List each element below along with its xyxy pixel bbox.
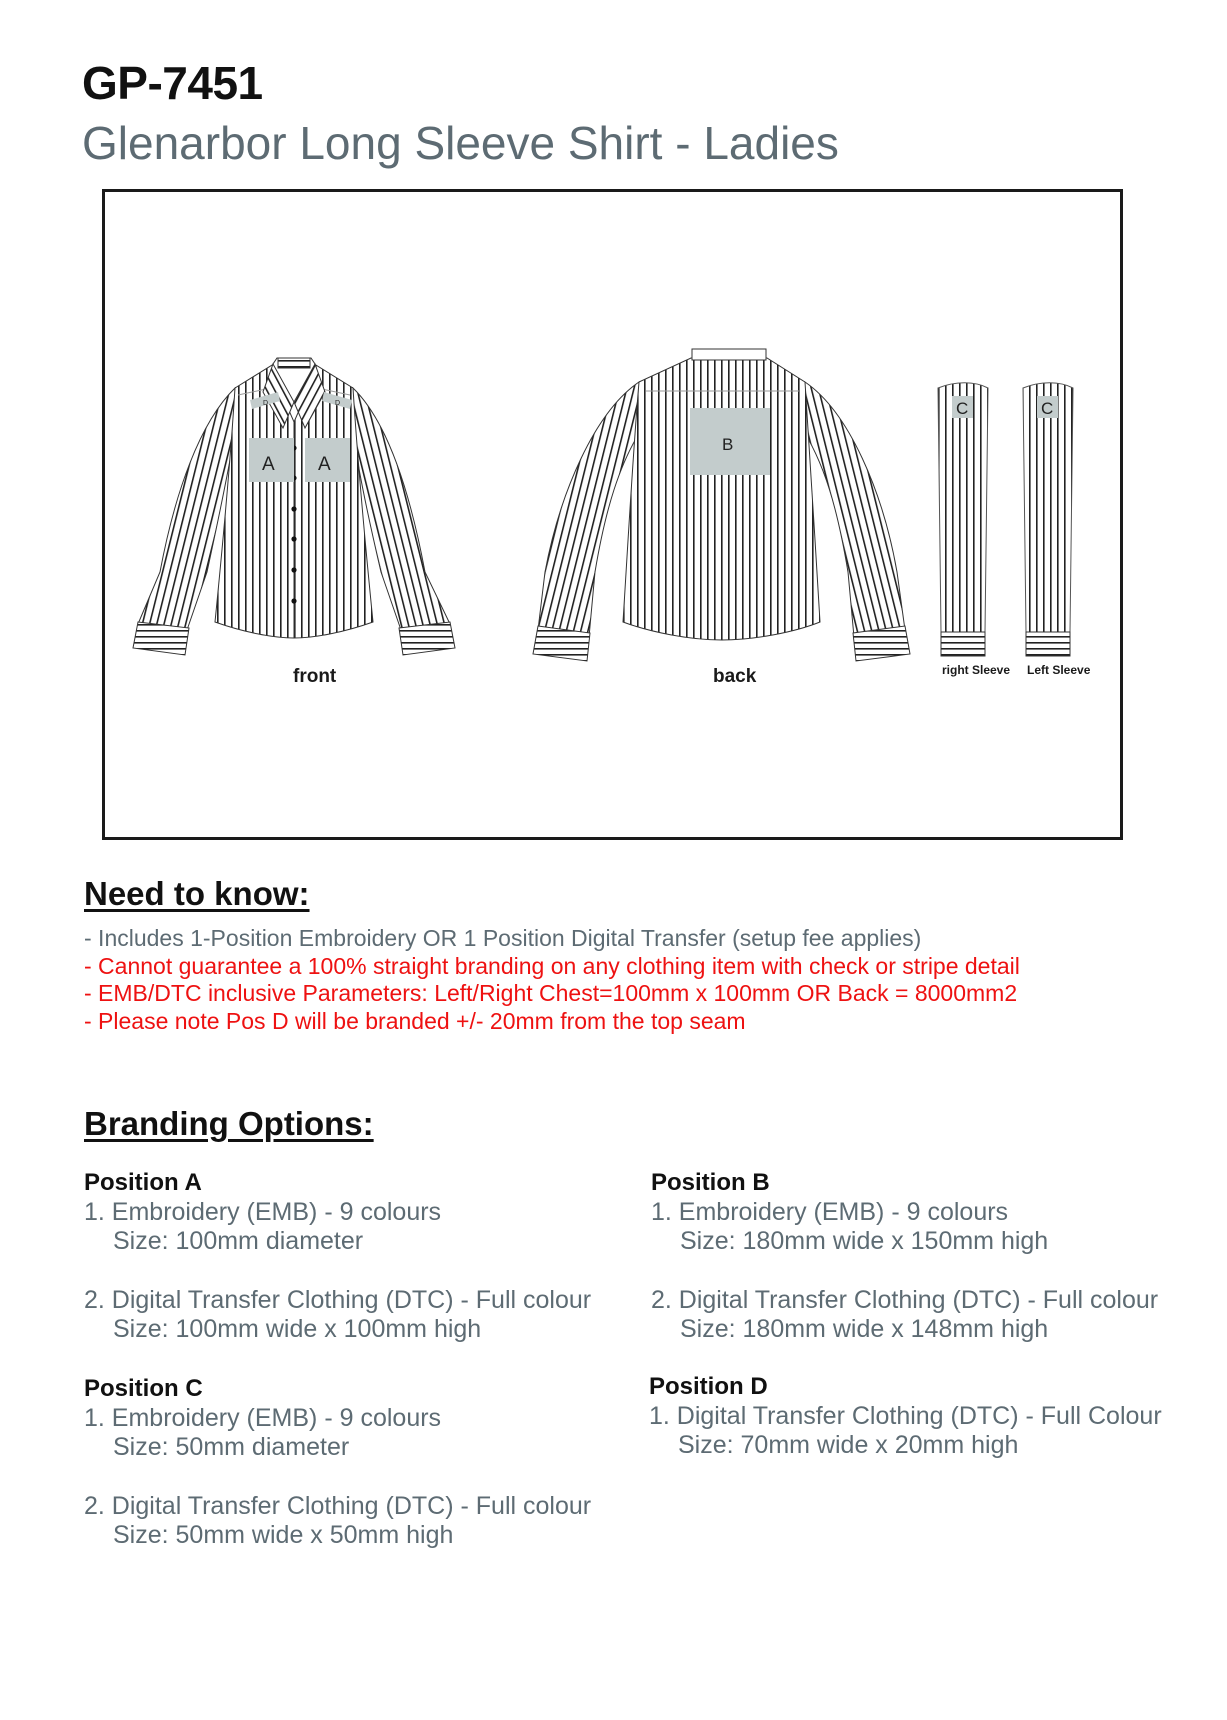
option-size: Size: 100mm diameter (113, 1227, 364, 1255)
option-size: Size: 180mm wide x 150mm high (680, 1227, 1049, 1255)
product-code: GP-7451 (82, 57, 263, 109)
branding-diagram-frame (102, 189, 1123, 840)
back-view-label: back (713, 666, 757, 687)
zone-a-right (305, 438, 350, 482)
option-size: Size: 100mm wide x 100mm high (113, 1315, 482, 1343)
option-method: 1. Digital Transfer Clothing (DTC) - Full Colour (649, 1401, 1162, 1430)
need-to-know-item: - Cannot guarantee a 100% straight branding on any clothing item with check or stripe detail (84, 952, 1020, 979)
svg-text:D: D (335, 400, 341, 407)
svg-text:A: A (262, 454, 275, 475)
zone-a-left (249, 438, 294, 482)
svg-text:D: D (263, 400, 269, 407)
option-size: Size: 180mm wide x 148mm high (680, 1315, 1049, 1343)
branding-options-heading: Branding Options: (84, 1105, 374, 1142)
product-name: Glenarbor Long Sleeve Shirt - Ladies (82, 117, 839, 169)
front-view-label: front (293, 666, 337, 687)
right-sleeve-label: right Sleeve (942, 663, 1011, 677)
svg-text:C: C (956, 399, 969, 418)
zone-b (690, 408, 770, 475)
svg-text:B: B (722, 435, 734, 454)
option-method: 2. Digital Transfer Clothing (DTC) - Full colour (651, 1285, 1159, 1314)
left-sleeve-illustration (1023, 383, 1073, 656)
need-to-know-heading: Need to know: (84, 875, 310, 912)
position-c-block (84, 1374, 591, 1551)
position-c-heading: Position C (84, 1375, 203, 1402)
option-method: 1. Embroidery (EMB) - 9 colours (84, 1197, 442, 1226)
zone-c-left-sleeve (1037, 396, 1058, 418)
need-to-know-list (84, 925, 1020, 1035)
position-a-heading: Position A (84, 1169, 202, 1196)
option-method: 2. Digital Transfer Clothing (DTC) - Full colour (84, 1285, 592, 1314)
need-to-know-item: - Includes 1-Position Embroidery OR 1 Position Digital Transfer (setup fee applies) (84, 925, 922, 951)
svg-text:A: A (318, 454, 331, 475)
position-d-block (649, 1372, 1162, 1461)
option-size: Size: 70mm wide x 20mm high (678, 1431, 1019, 1459)
left-sleeve-label: Left Sleeve (1027, 663, 1091, 677)
right-sleeve-illustration (938, 383, 988, 656)
need-to-know-item: - EMB/DTC inclusive Parameters: Left/Right Chest=100mm x 100mm OR Back = 8000mm2 (84, 980, 1018, 1006)
back-shirt-illustration (533, 349, 910, 661)
position-d-heading: Position D (649, 1373, 768, 1400)
option-size: Size: 50mm diameter (113, 1433, 350, 1461)
option-method: 1. Embroidery (EMB) - 9 colours (84, 1403, 442, 1432)
position-a-block (84, 1168, 591, 1345)
position-b-block (651, 1168, 1158, 1345)
svg-text:C: C (1041, 399, 1054, 418)
option-method: 2. Digital Transfer Clothing (DTC) - Full colour (84, 1491, 592, 1520)
need-to-know-item: - Please note Pos D will be branded +/- 20mm from the top seam (84, 1007, 746, 1034)
zone-c-right-sleeve (952, 396, 973, 418)
position-b-heading: Position B (651, 1169, 770, 1196)
option-size: Size: 50mm wide x 50mm high (113, 1521, 454, 1549)
front-shirt-illustration (133, 358, 455, 655)
option-method: 1. Embroidery (EMB) - 9 colours (651, 1197, 1009, 1226)
